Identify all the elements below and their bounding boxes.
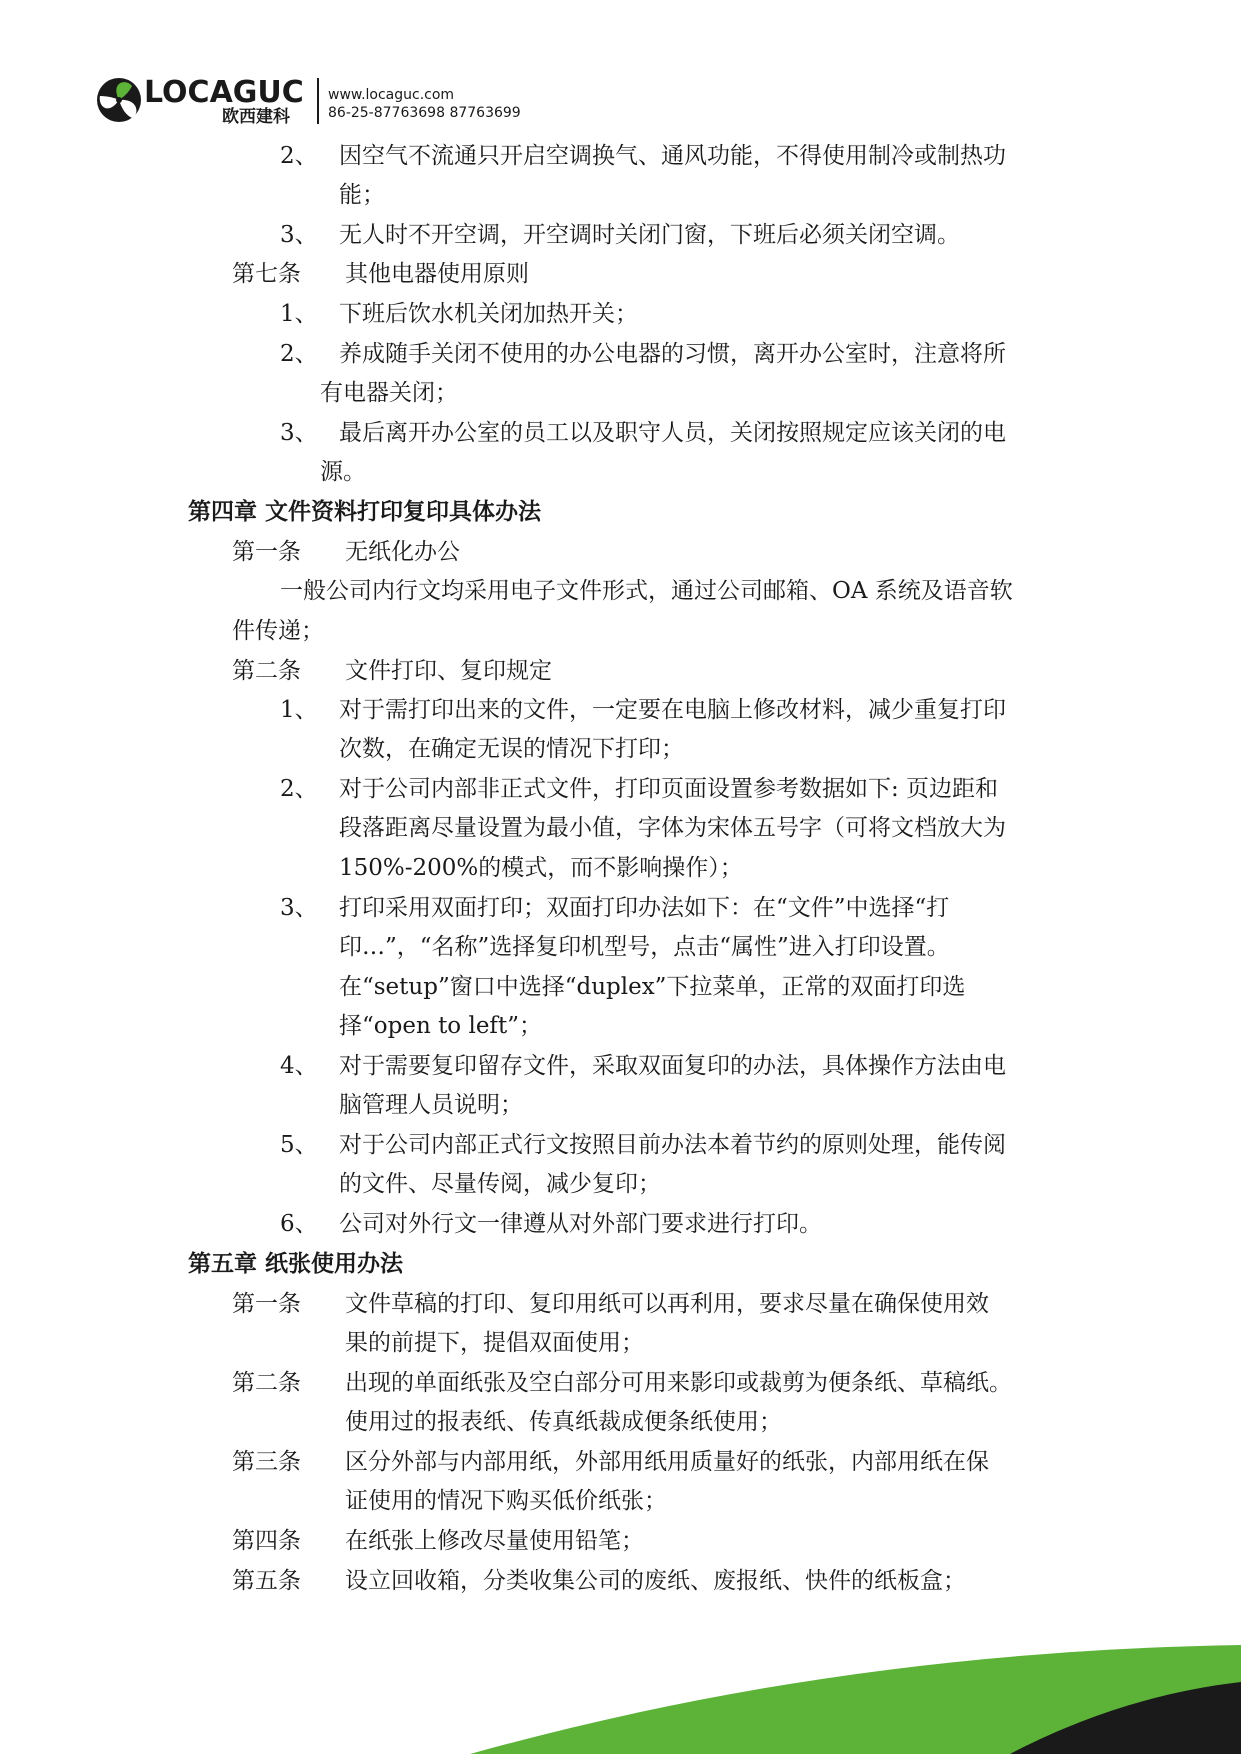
article-title: 文件打印、复印规定 <box>345 658 552 684</box>
list-number: 3、 <box>280 895 318 921</box>
paragraph-line: 对于公司内部正式行文按照目前办法本着节约的原则处理，能传阅 <box>339 1132 1006 1158</box>
page-header <box>96 76 576 128</box>
paragraph-line: 因空气不流通只开启空调换气、通风功能，不得使用制冷或制热功 <box>339 143 1006 169</box>
article-number: 第四条 <box>232 1528 301 1554</box>
list-number: 2、 <box>280 776 318 802</box>
article-number: 第五条 <box>232 1568 301 1594</box>
list-number: 2、 <box>280 341 318 367</box>
list-number: 1、 <box>280 697 318 723</box>
paragraph-line: 证使用的情况下购买低价纸张； <box>345 1488 667 1514</box>
paragraph-line: 次数，在确定无误的情况下打印； <box>339 736 684 762</box>
brand-name-cn: 欧西建科 <box>222 107 290 127</box>
article-title: 无纸化办公 <box>345 539 460 565</box>
list-number: 5、 <box>280 1132 318 1158</box>
article-number: 第七条 <box>232 261 301 287</box>
chapter-heading: 第五章 纸张使用办法 <box>188 1250 404 1277</box>
header-divider <box>317 78 319 124</box>
article-number: 第三条 <box>232 1449 301 1475</box>
list-number: 3、 <box>280 222 318 248</box>
paragraph-line: 一般公司内行文均采用电子文件形式，通过公司邮箱、OA 系统及语音软 <box>280 578 1013 604</box>
paragraph-line: 印…”，“名称”选择复印机型号，点击“属性”进入打印设置。 <box>339 934 950 960</box>
list-number: 4、 <box>280 1053 318 1079</box>
paragraph-line: 打印采用双面打印；双面打印办法如下：在“文件”中选择“打 <box>339 895 950 921</box>
paragraph-line: 能； <box>339 182 385 208</box>
paragraph-line: 果的前提下，提倡双面使用； <box>345 1330 644 1356</box>
paragraph-line: 有电器关闭； <box>320 380 458 406</box>
list-number: 1、 <box>280 301 318 327</box>
paragraph-line: 公司对外行文一律遵从对外部门要求进行打印。 <box>339 1211 822 1237</box>
paragraph-line: 对于需要复印留存文件，采取双面复印的办法，具体操作方法由电 <box>339 1053 1006 1079</box>
paragraph-line: 件传递； <box>232 618 324 644</box>
brand-name: LOCAGUC <box>144 75 304 110</box>
list-number: 2、 <box>280 143 318 169</box>
paragraph-line: 出现的单面纸张及空白部分可用来影印或裁剪为便条纸、草稿纸。 <box>345 1370 1012 1396</box>
list-number: 3、 <box>280 420 318 446</box>
paragraph-line: 最后离开办公室的员工以及职守人员，关闭按照规定应该关闭的电 <box>339 420 1006 446</box>
article-number: 第二条 <box>232 658 301 684</box>
paragraph-line: 养成随手关闭不使用的办公电器的习惯，离开办公室时，注意将所 <box>339 341 1006 367</box>
paragraph-line: 段落距离尽量设置为最小值，字体为宋体五号字（可将文档放大为 <box>339 815 1006 841</box>
article-title: 其他电器使用原则 <box>345 261 529 287</box>
article-number: 第一条 <box>232 1291 301 1317</box>
article-number: 第二条 <box>232 1370 301 1396</box>
paragraph-line: 对于公司内部非正式文件，打印页面设置参考数据如下: 页边距和 <box>339 776 999 802</box>
paragraph-line: 无人时不开空调，开空调时关闭门窗，下班后必须关闭空调。 <box>339 222 960 248</box>
paragraph-line: 择“open to left”； <box>339 1013 542 1039</box>
list-number: 6、 <box>280 1211 318 1237</box>
paragraph-line: 150%-200%的模式，而不影响操作）； <box>339 855 743 881</box>
website-text: www.locaguc.com <box>328 87 455 103</box>
phone-text: 86-25-87763698 87763699 <box>328 105 521 121</box>
paragraph-line: 在纸张上修改尽量使用铅笔； <box>345 1528 644 1554</box>
locaguc-logo-icon <box>96 76 142 124</box>
paragraph-line: 下班后饮水机关闭加热开关； <box>339 301 638 327</box>
article-number: 第一条 <box>232 539 301 565</box>
paragraph-line: 在“setup”窗口中选择“duplex”下拉菜单，正常的双面打印选 <box>339 974 966 1000</box>
paragraph-line: 文件草稿的打印、复印用纸可以再利用，要求尽量在确保使用效 <box>345 1291 989 1317</box>
contact-info <box>328 86 521 122</box>
paragraph-line: 使用过的报表纸、传真纸裁成便条纸使用； <box>345 1409 782 1435</box>
chapter-heading: 第四章 文件资料打印复印具体办法 <box>188 498 542 525</box>
paragraph-line: 脑管理人员说明； <box>339 1092 523 1118</box>
paragraph-line: 对于需打印出来的文件，一定要在电脑上修改材料，减少重复打印 <box>339 697 1006 723</box>
paragraph-line: 设立回收箱，分类收集公司的废纸、废报纸、快件的纸板盒； <box>345 1568 966 1594</box>
paragraph-line: 源。 <box>320 459 366 485</box>
paragraph-line: 区分外部与内部用纸，外部用纸用质量好的纸张，内部用纸在保 <box>345 1449 989 1475</box>
paragraph-line: 的文件、尽量传阅，减少复印； <box>339 1171 661 1197</box>
